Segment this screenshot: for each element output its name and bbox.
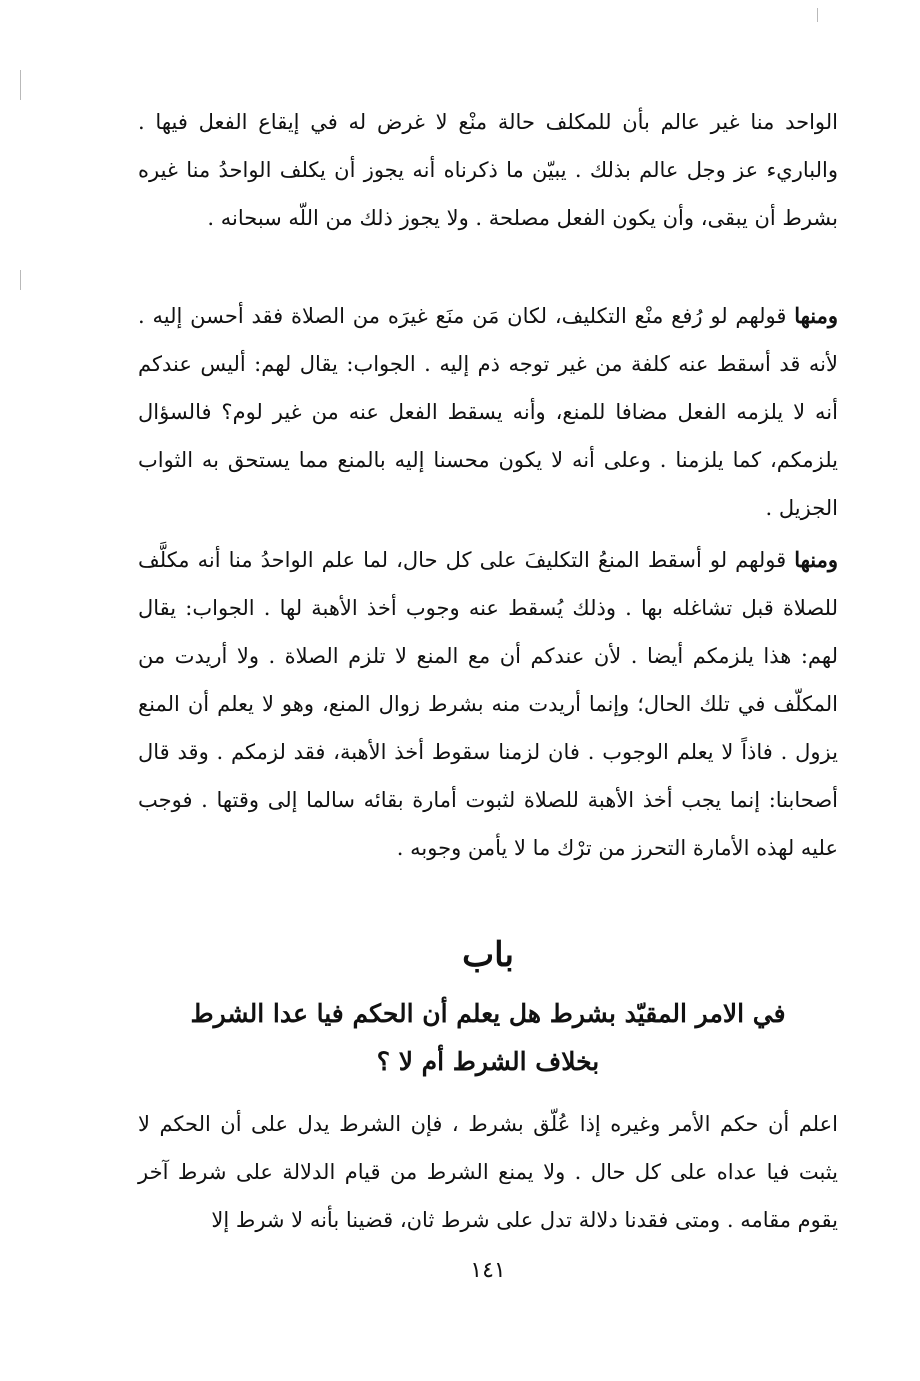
chapter-title: باب [462,935,514,975]
scan-margin-mark [817,8,818,22]
paragraph-lead-word: ومنها [794,547,838,572]
page-number: ١٤١ [470,1258,506,1283]
scan-margin-mark [20,70,21,100]
paragraph-chapter-opening [138,1100,838,1244]
paragraph-objection-1 [138,292,838,532]
scan-margin-mark [20,270,21,290]
chapter-subtitle [138,990,838,1086]
paragraph-text: قولهم لو أسقط المنعُ التكليفَ على كل حال، لما علم الواحدُ منا أنه مكلَّف للصلاة قبل تشاغله بها . وذلك يُسقط عنه وجوب أخذ الأهبة لها . الجواب: يقال لهم: هذا يلزمكم أيضا . لأن عندكم أن مع المنع لا تلزم الصلاة . ولا أريدت من المكلّف في تلك الحال؛ وإنما أريدت منه بشرط زوال المنع، وهو لا يعلم أن المنع يزول . فاذاً لا يعلم الوجوب . فان لزمنا سقوط أخذ الأهبة، فقد لزمكم . وقد قال أصحابنا: إنما يجب أخذ الأهبة للصلاة لثبوت أمارة بقائه سالما إلى وقتها . فوجب عليه لهذه الأمارة التحرز من ترْك ما لا يأمن وجوبه . [138,548,838,860]
chapter-subtitle-line-1: في الامر المقيّد بشرط هل يعلم أن الحكم فيا عدا الشرط [190,999,786,1028]
chapter-subtitle-line-2: بخلاف الشرط أم لا ؟ [376,1047,600,1076]
paragraph-text: الواحد منا غير عالم بأن للمكلف حالة منْع لا غرض له في إيقاع الفعل فيها . والباريء عز وجل عالم بذلك . يبيّن ما ذكرناه أنه يجوز أن يكلف الواحدُ منا غيره بشرط أن يبقى، وأن يكون الفعل مصلحة . ولا يجوز ذلك من اللّه سبحانه . [138,110,838,230]
paragraph-text: قولهم لو رُفع منْع التكليف، لكان مَن منَع غيرَه من الصلاة فقد أحسن إليه . لأنه قد أسقط عنه كلفة من غير توجه ذم إليه . الجواب: يقال لهم: أليس عندكم أنه لا يلزمه الفعل مضافا للمنع، وأنه يسقط الفعل عنه من غير لوم؟ فالسؤال يلزمكم، كما يلزمنا . وعلى أنه لا يكون محسنا إليه بالمنع مما يستحق به الثواب الجزيل . [138,304,838,520]
paragraph-objection-2 [138,536,838,872]
paragraph-text: اعلم أن حكم الأمر وغيره إذا عُلّق بشرط ، فإن الشرط يدل على أن الحكم لا يثبت فيا عداه على كل حال . ولا يمنع الشرط من قيام الدلالة على شرط آخر يقوم مقامه . ومتى فقدنا دلالة تدل على شرط ثان، قضينا بأنه لا شرط إلا [138,1112,838,1232]
paragraph-continuation [138,98,838,242]
paragraph-lead-word: ومنها [794,303,838,328]
